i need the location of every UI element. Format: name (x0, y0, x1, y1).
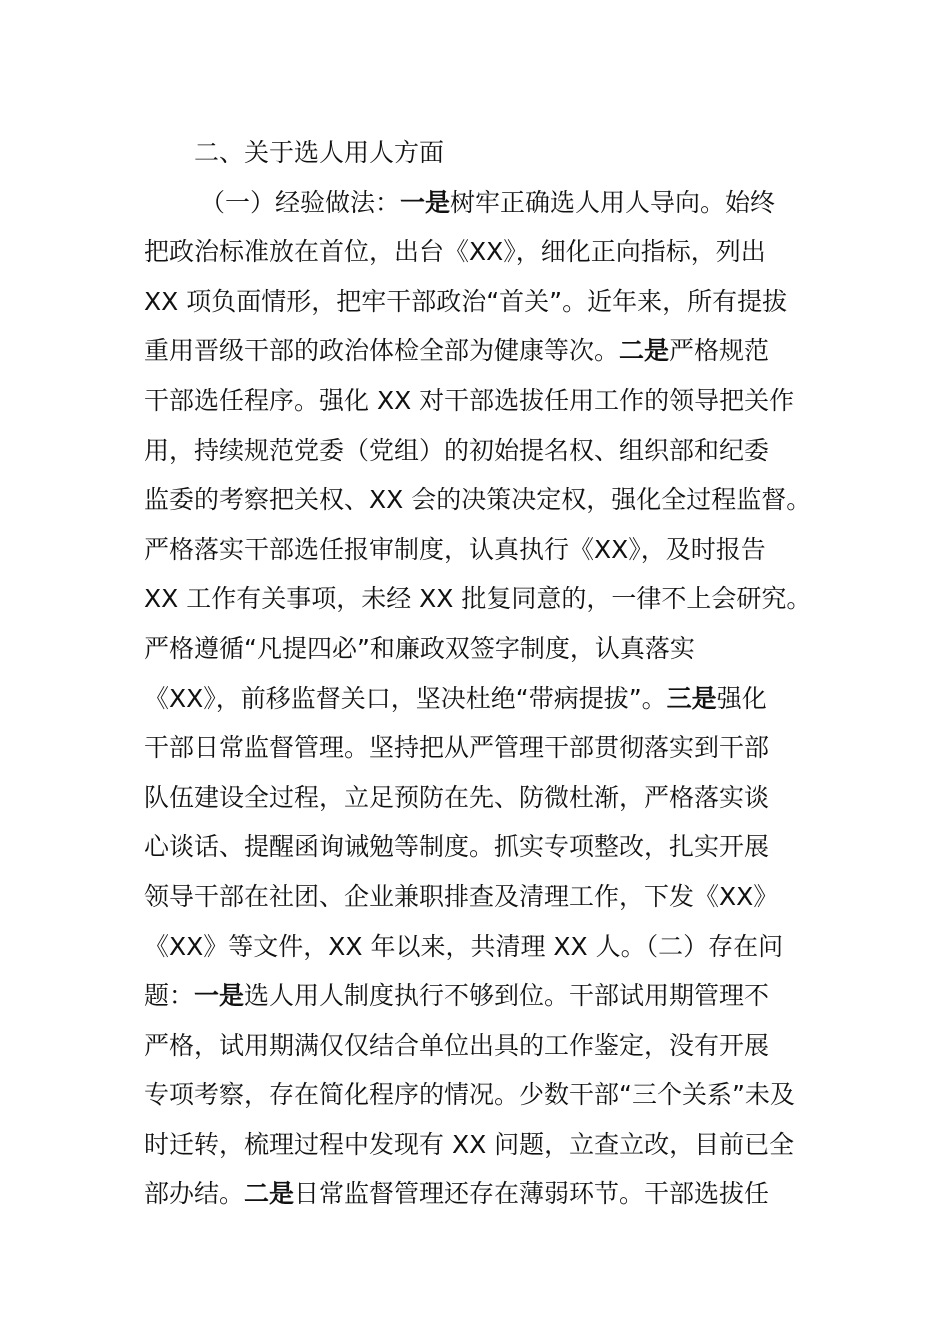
paragraph-line (144, 1021, 824, 1071)
text-run: （一）经验做法： (200, 187, 401, 217)
paragraph-line (144, 574, 824, 624)
text-run: 严格规范 (669, 336, 770, 366)
text-run: 专项考察，存在简化程序的情况。少数干部“三个关系”未及 (144, 1080, 795, 1110)
document-body (144, 128, 824, 1219)
paragraph-line (144, 773, 824, 823)
paragraph-line (144, 1070, 824, 1120)
text-run: 重用晋级干部的政治体检全部为健康等次。 (144, 336, 620, 366)
text-run: XX 工作有关事项，未经 XX 批复同意的，一律不上会研究。 (144, 584, 812, 614)
text-run: 干部日常监督管理。坚持把从严管理干部贯彻落实到干部 (144, 733, 770, 763)
paragraph-line (144, 426, 824, 476)
paragraph-line (144, 376, 824, 426)
section-heading (144, 128, 824, 178)
paragraph-line (144, 723, 824, 773)
paragraph-line (144, 277, 824, 327)
text-run: 领导干部在社团、企业兼职排查及清理工作，下发《XX》 (144, 881, 779, 911)
text-run: 强化 (716, 683, 767, 713)
emphasis-run: 一是 (194, 981, 245, 1011)
text-run: 题： (144, 981, 195, 1011)
text-run: 《XX》，前移监督关口，坚决杜绝“带病提拔”。 (144, 683, 667, 713)
text-run: 队伍建设全过程，立足预防在先、防微杜渐，严格落实谈 (144, 782, 770, 812)
emphasis-run: 二是 (244, 1179, 295, 1209)
paragraph-line (144, 227, 824, 277)
text-run: 监委的考察把关权、XX 会的决策决定权，强化全过程监督。 (144, 485, 812, 515)
paragraph-line (144, 1169, 824, 1219)
text-run: 时迁转，梳理过程中发现有 XX 问题，立查立改，目前已全 (144, 1129, 795, 1159)
text-run: 用，持续规范党委（党组）的初始提名权、组织部和纪委 (144, 435, 770, 465)
text-run: 干部选任程序。强化 XX 对干部选拔任用工作的领导把关作 (144, 385, 795, 415)
text-run: 树牢正确选人用人导向。始终 (450, 187, 776, 217)
text-run: 日常监督管理还存在薄弱环节。干部选拔任 (294, 1179, 770, 1209)
paragraph-line (144, 822, 824, 872)
emphasis-run: 二是 (619, 336, 670, 366)
text-run: 严格落实干部选任报审制度，认真执行《XX》，及时报告 (144, 534, 766, 564)
paragraph-line (144, 872, 824, 922)
paragraph-line (144, 922, 824, 972)
paragraph-line (144, 475, 824, 525)
paragraph-line (144, 624, 824, 674)
text-run: 部办结。 (144, 1179, 245, 1209)
text-run: 选人用人制度执行不够到位。干部试用期管理不 (244, 981, 770, 1011)
emphasis-run: 一是 (400, 187, 451, 217)
text-run: 严格遵循“凡提四必”和廉政双签字制度，认真落实 (144, 633, 695, 663)
paragraph-line (144, 178, 824, 228)
text-run: 严格，试用期满仅仅结合单位出具的工作鉴定，没有开展 (144, 1030, 770, 1060)
paragraph-line (144, 1120, 824, 1170)
paragraph-line (144, 525, 824, 575)
text-run: 把政治标准放在首位，出台《XX》，细化正向指标，列出 (144, 237, 766, 267)
emphasis-run: 三是 (666, 683, 717, 713)
heading-text: 二、关于选人用人方面 (194, 138, 445, 167)
paragraph-line (144, 971, 824, 1021)
paragraph-line (144, 326, 824, 376)
text-run: 《XX》等文件，XX 年以来，共清理 XX 人。（二）存在问 (144, 931, 784, 961)
text-run: 心谈话、提醒函询诫勉等制度。抓实专项整改，扎实开展 (144, 832, 770, 862)
text-run: XX 项负面情形，把牢干部政治“首关”。近年来，所有提拔 (144, 286, 788, 316)
paragraph-line (144, 674, 824, 724)
